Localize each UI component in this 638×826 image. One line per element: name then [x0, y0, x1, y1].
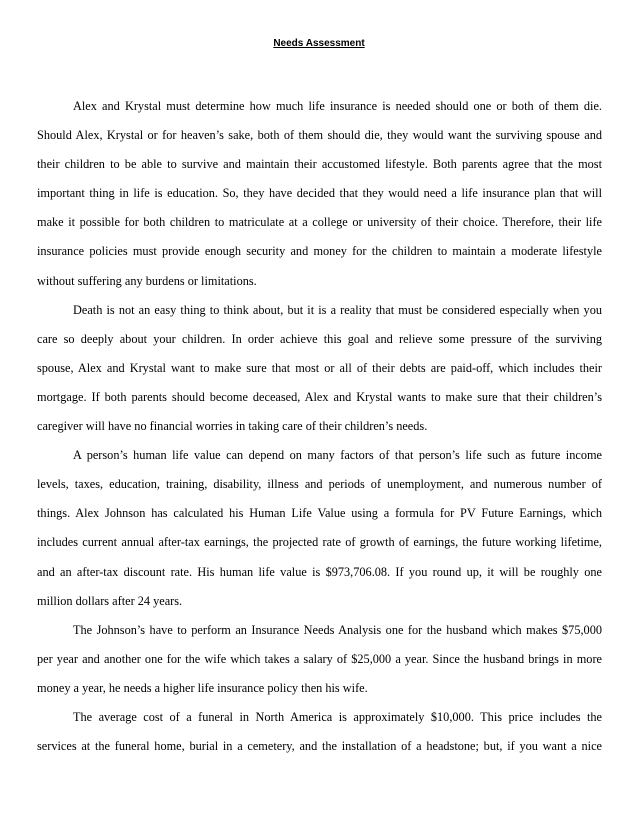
paragraph-5 [37, 703, 602, 761]
text-line: The average cost of a funeral in North America is approximately $10,000. This price includes the [73, 709, 602, 724]
paragraph-1 [37, 92, 602, 296]
paragraph-3 [37, 441, 602, 616]
text-line: spouse, Alex and Krystal want to make sure that most or all of their debts are paid-off, which includes their [37, 360, 602, 375]
text-line: includes current annual after-tax earnings, the projected rate of growth of earnings, the future working lifetime, [37, 535, 602, 550]
document-body [37, 92, 602, 761]
text-line: care so deeply about your children. In order achieve this goal and relieve some pressure of the surviving [37, 331, 602, 346]
paragraph-2 [37, 296, 602, 441]
text-line: levels, taxes, education, training, disability, illness and periods of unemployment, and numerous number of [37, 477, 602, 492]
document-title: Needs Assessment [273, 38, 365, 49]
text-line: million dollars after 24 years. [37, 593, 183, 608]
paragraph-4 [37, 616, 602, 703]
text-line: A person’s human life value can depend on many factors of that person’s life such as future income [73, 448, 602, 463]
text-line: and an after-tax discount rate. His human life value is $973,706.08. If you round up, it will be roughly one [37, 564, 602, 579]
text-line: insurance policies must provide enough security and money for the children to maintain a moderate lifestyle [37, 244, 602, 259]
text-line: Should Alex, Krystal or for heaven’s sake, both of them should die, they would want the surviving spouse and [37, 128, 602, 143]
text-line: their children to be able to survive and maintain their accustomed lifestyle. Both parents agree that the most [37, 157, 602, 172]
text-line: important thing in life is education. So, they have decided that they would need a life insurance plan that will [37, 186, 602, 201]
text-line: make it possible for both children to matriculate at a college or university of their choice. Therefore, their life [37, 215, 602, 230]
text-line: without suffering any burdens or limitations. [37, 273, 257, 288]
text-line: The Johnson’s have to perform an Insurance Needs Analysis one for the husband which makes $75,000 [73, 622, 602, 637]
text-line: money a year, he needs a higher life insurance policy then his wife. [37, 680, 368, 695]
text-line: services at the funeral home, burial in a cemetery, and the installation of a headstone; but, if you want a nice [37, 739, 602, 754]
text-line: Alex and Krystal must determine how much life insurance is needed should one or both of them die. [73, 99, 602, 113]
text-line: per year and another one for the wife which takes a salary of $25,000 a year. Since the husband brings in more [37, 651, 602, 666]
text-line: things. Alex Johnson has calculated his Human Life Value using a formula for PV Future Earnings, which [37, 506, 602, 521]
text-line: mortgage. If both parents should become deceased, Alex and Krystal wants to make sure that their children’s [37, 389, 602, 404]
text-line: caregiver will have no financial worries in taking care of their children’s needs. [37, 419, 428, 434]
text-line: Death is not an easy thing to think about, but it is a reality that must be considered especially when you [73, 302, 602, 317]
